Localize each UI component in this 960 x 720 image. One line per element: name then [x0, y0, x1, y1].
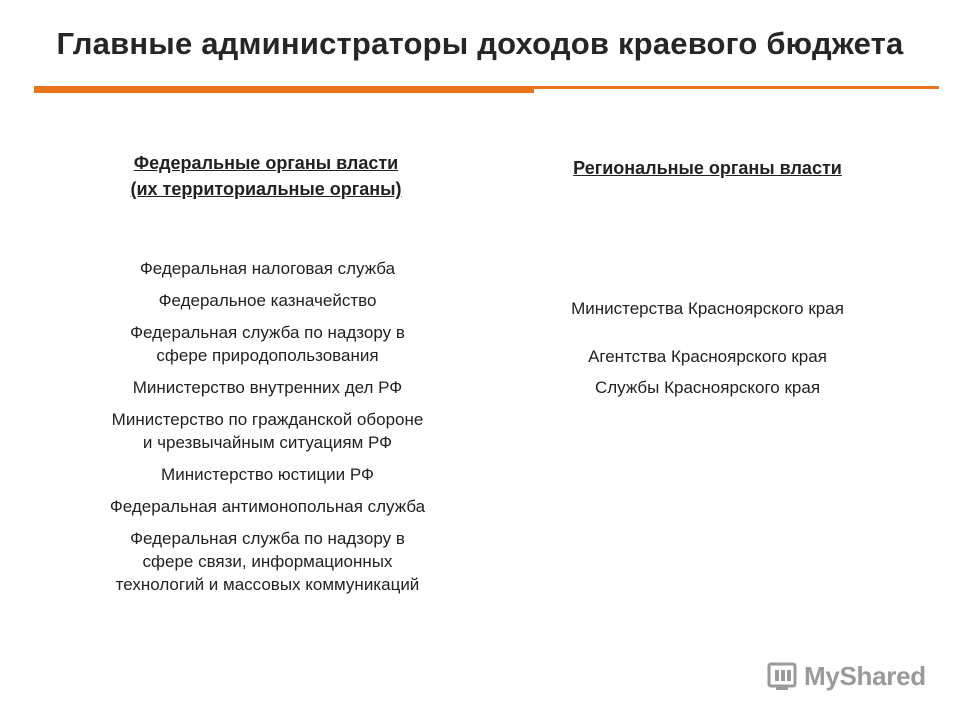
list-item-line: Федеральное казначейство	[158, 291, 377, 310]
list-item-line: и чрезвычайным ситуациям РФ	[142, 433, 393, 452]
list-item-line: Федеральная налоговая служба	[139, 259, 396, 278]
title-underline-thin	[534, 86, 939, 89]
list-item-line: Федеральная антимонопольная служба	[109, 497, 426, 516]
list-item: Службы Красноярского края	[594, 378, 821, 397]
myshared-watermark	[766, 656, 926, 696]
federal-authorities-header	[60, 150, 472, 202]
list-item-line: Министерство юстиции РФ	[161, 465, 374, 484]
regional-authorities-list	[505, 297, 910, 399]
list-item-line: Министерство по гражданской обороне	[111, 410, 424, 429]
list-item-line: технологий и массовых коммуникаций	[115, 575, 420, 594]
list-item	[60, 495, 475, 518]
slide-title: Главные администраторы доходов краевого бюджета	[56, 26, 904, 61]
title-underline-thick	[34, 86, 534, 93]
list-item-line: Федеральная служба по надзору в	[130, 323, 405, 342]
regional-authorities-header: Региональные органы власти	[573, 158, 842, 178]
list-item: Министерства Красноярского края	[571, 299, 844, 318]
list-item	[60, 257, 475, 280]
federal-authorities-list	[60, 257, 475, 605]
list-item-line: Федеральная служба по надзору в	[130, 529, 405, 548]
list-item	[60, 408, 475, 454]
federal-authorities-header-line1: Федеральные органы власти	[133, 153, 399, 173]
list-item	[60, 321, 475, 367]
watermark-text: MyShared	[804, 660, 926, 691]
list-item-line: сфере связи, информационных	[142, 552, 393, 571]
list-item-line: сфере природопользования	[156, 346, 379, 365]
list-item	[60, 463, 475, 486]
title-underline	[34, 86, 939, 89]
list-item	[60, 289, 475, 312]
mortarboard-icon	[766, 659, 800, 693]
list-item: Агентства Красноярского края	[588, 347, 827, 366]
federal-authorities-header-line2: (их территориальные органы)	[130, 179, 402, 199]
list-item	[60, 376, 475, 399]
list-item-line: Министерство внутренних дел РФ	[132, 378, 403, 397]
list-item	[60, 527, 475, 596]
